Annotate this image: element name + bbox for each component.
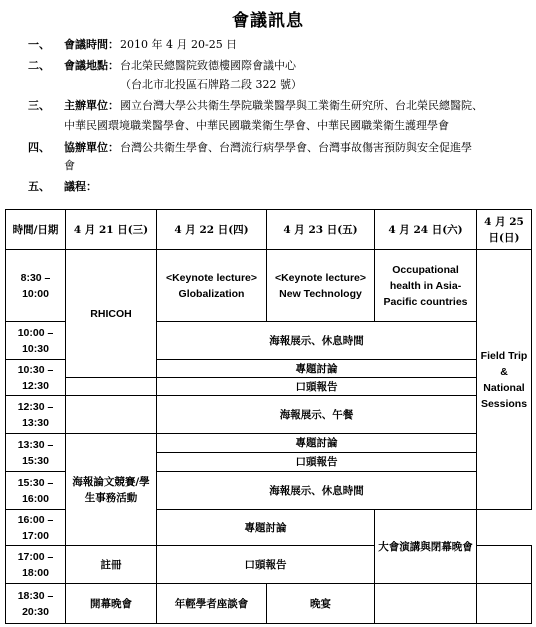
poster-break2-cell: 海報展示、休息時間	[157, 472, 477, 510]
oral2-cell: 口頭報告	[157, 546, 375, 584]
schedule-table	[5, 209, 532, 624]
poster-competition-cell: 海報論文競賽/學生事務活動	[66, 434, 157, 546]
info-line: 台灣公共衛生學會、台灣流行病學學會、台灣事故傷害預防與安全促進學	[120, 141, 472, 154]
info-number: 五、	[28, 180, 50, 193]
empty-cell	[477, 546, 532, 584]
oral-cell: 口頭報告	[157, 378, 477, 396]
time-cell: 10:30 – 12:30	[6, 360, 66, 396]
info-number: 一、	[28, 38, 50, 51]
time-cell: 8:30 – 10:00	[6, 250, 66, 322]
info-line: 國立台灣大學公共衛生學院職業醫學與工業衛生研究所、台北榮民總醫院、	[120, 99, 483, 112]
keynote-globalization-cell: <Keynote lecture> Globalization	[157, 250, 267, 322]
info-label: 主辦單位：	[64, 99, 119, 112]
young-scholar-cell: 年輕學者座談會	[157, 584, 267, 624]
topic-cell: 專題討論	[157, 360, 477, 378]
rhicoh-cell: RHICOH	[66, 250, 157, 378]
poster-lunch-cell: 海報展示、午餐	[157, 396, 477, 434]
info-label: 議程：	[64, 180, 97, 193]
info-line: （台北市北投區石牌路二段 322 號）	[120, 78, 302, 91]
info-label: 會議時間：	[64, 38, 119, 51]
occupational-health-cell: Occupational health in Asia-Pacific countries	[375, 250, 477, 322]
info-label: 協辦單位：	[64, 141, 119, 154]
field-trip-cell: Field Trip & National Sessions	[477, 250, 532, 510]
empty-cell	[477, 584, 532, 624]
empty-cell	[66, 396, 157, 434]
table-header-row	[6, 210, 532, 250]
time-cell: 13:30 – 15:30	[6, 434, 66, 472]
info-number: 二、	[28, 59, 50, 72]
empty-cell	[66, 378, 157, 396]
header-cell-apr23: 4 月 23 日(五)	[267, 210, 375, 250]
time-cell: 16:00 – 17:00	[6, 510, 66, 546]
header-cell-apr24: 4 月 24 日(六)	[375, 210, 477, 250]
opening-dinner-cell: 開幕晚會	[66, 584, 157, 624]
banquet-cell: 晚宴	[267, 584, 375, 624]
header-cell-apr25: 4 月 25 日(日)	[477, 210, 532, 250]
info-number: 三、	[28, 99, 50, 112]
closing-cell: 大會演講與閉幕晚會	[375, 510, 477, 584]
table-row	[6, 250, 532, 322]
time-cell: 15:30 – 16:00	[6, 472, 66, 510]
table-row	[6, 434, 532, 453]
header-cell-apr21: 4 月 21 日(三)	[66, 210, 157, 250]
time-cell: 12:30 – 13:30	[6, 396, 66, 434]
keynote-technology-cell: <Keynote lecture> New Technology	[267, 250, 375, 322]
time-cell: 10:00 – 10:30	[6, 322, 66, 360]
page-title: 會議訊息	[232, 11, 304, 31]
register-cell: 註冊	[66, 546, 157, 584]
table-row	[6, 584, 532, 624]
info-line: 會	[64, 159, 75, 172]
info-line: 台北榮民總醫院致德樓國際會議中心	[120, 59, 296, 72]
time-cell: 18:30 – 20:30	[6, 584, 66, 624]
time-cell: 17:00 – 18:00	[6, 546, 66, 584]
header-cell-time: 時間/日期	[6, 210, 66, 250]
info-line: 中華民國環境職業醫學會、中華民國職業衛生學會、中華民國職業衛生護理學會	[64, 119, 449, 132]
oral-pm-cell: 口頭報告	[157, 453, 477, 472]
poster-break-cell: 海報展示、休息時間	[157, 322, 477, 360]
topic2-cell: 專題討論	[157, 510, 375, 546]
table-row	[6, 378, 532, 396]
info-label: 會議地點：	[64, 59, 119, 72]
topic-pm-cell: 專題討論	[157, 434, 477, 453]
header-cell-apr22: 4 月 22 日(四)	[157, 210, 267, 250]
info-line: 2010 年 4 月 20-25 日	[120, 38, 238, 51]
table-row	[6, 396, 532, 434]
info-number: 四、	[28, 141, 50, 154]
empty-cell	[375, 584, 477, 624]
